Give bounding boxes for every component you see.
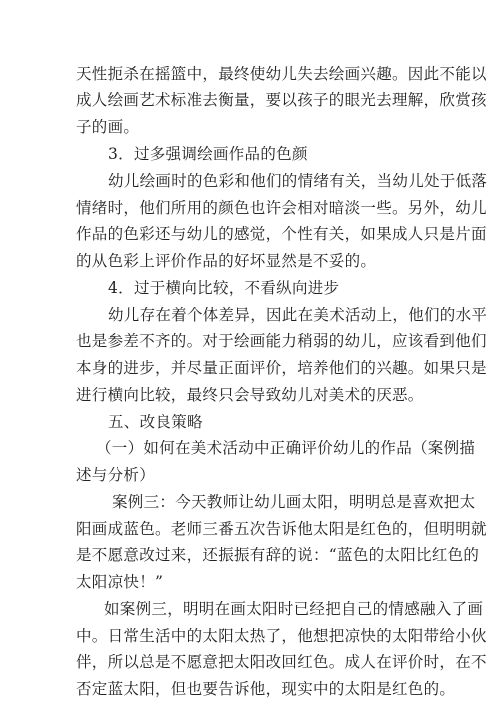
paragraph-line: 进行横向比较，最终只会导致幼儿对美术的厌恶。: [76, 386, 424, 404]
paragraph-line: 幼儿存在着个体差异，因此在美术活动上，他们的水平: [108, 306, 488, 324]
paragraph-line: 作品的色彩还与幼儿的感觉，个性有关，如果成人只是片面: [76, 225, 487, 243]
subsection-heading: 述与分析）: [76, 466, 156, 484]
paragraph-line: 情绪时，他们所用的颜色也许会相对暗淡一些。另外，幼儿: [76, 199, 487, 217]
case-line: 案例三：今天教师让幼儿画太阳，明明总是喜欢把太: [112, 493, 476, 511]
paragraph-line: 的从色彩上评价作品的好坏显然是不妥的。: [76, 252, 377, 270]
paragraph-line: 成人绘画艺术标准去衡量，要以孩子的眼光去理解，欣赏孩: [76, 91, 487, 109]
paragraph-line: 也是参差不齐的。对于绘画能力稍弱的幼儿，应该看到他们: [76, 332, 487, 350]
case-line: 太阳凉快！”: [76, 573, 164, 591]
case-line: 阳画成蓝色。老师三番五次告诉他太阳是红色的，但明明就: [76, 520, 487, 538]
paragraph-line: 伴，所以总是不愿意把太阳改回红色。成人在评价时，在不: [76, 653, 487, 671]
section-heading: 五、改良策略: [108, 413, 203, 431]
paragraph-line: 否定蓝太阳，但也要告诉他，现实中的太阳是红色的。: [76, 680, 456, 698]
paragraph-line: 天性扼杀在摇篮中，最终使幼儿失去绘画兴趣。因此不能以: [76, 65, 487, 83]
paragraph-line: 如案例三，明明在画太阳时已经把自己的情感融入了画: [104, 600, 484, 618]
paragraph-line: 本身的进步，并尽量正面评价，培养他们的兴趣。如果只是: [76, 359, 487, 377]
subsection-heading: （一）如何在美术活动中正确评价幼儿的作品（案例描: [96, 439, 476, 457]
paragraph-line: 子的画。: [76, 118, 140, 136]
section-heading: 3．过多强调绘画作品的色颜: [108, 145, 308, 163]
paragraph-line: 幼儿绘画时的色彩和他们的情绪有关，当幼儿处于低落: [108, 172, 488, 190]
section-heading: 4．过于横向比较，不看纵向进步: [108, 279, 340, 297]
paragraph-line: 中。日常生活中的太阳太热了，他想把凉快的太阳带给小伙: [76, 627, 487, 645]
case-line: 是不愿意改过来，还振振有辞的说：“蓝色的太阳比红色的: [76, 546, 480, 564]
